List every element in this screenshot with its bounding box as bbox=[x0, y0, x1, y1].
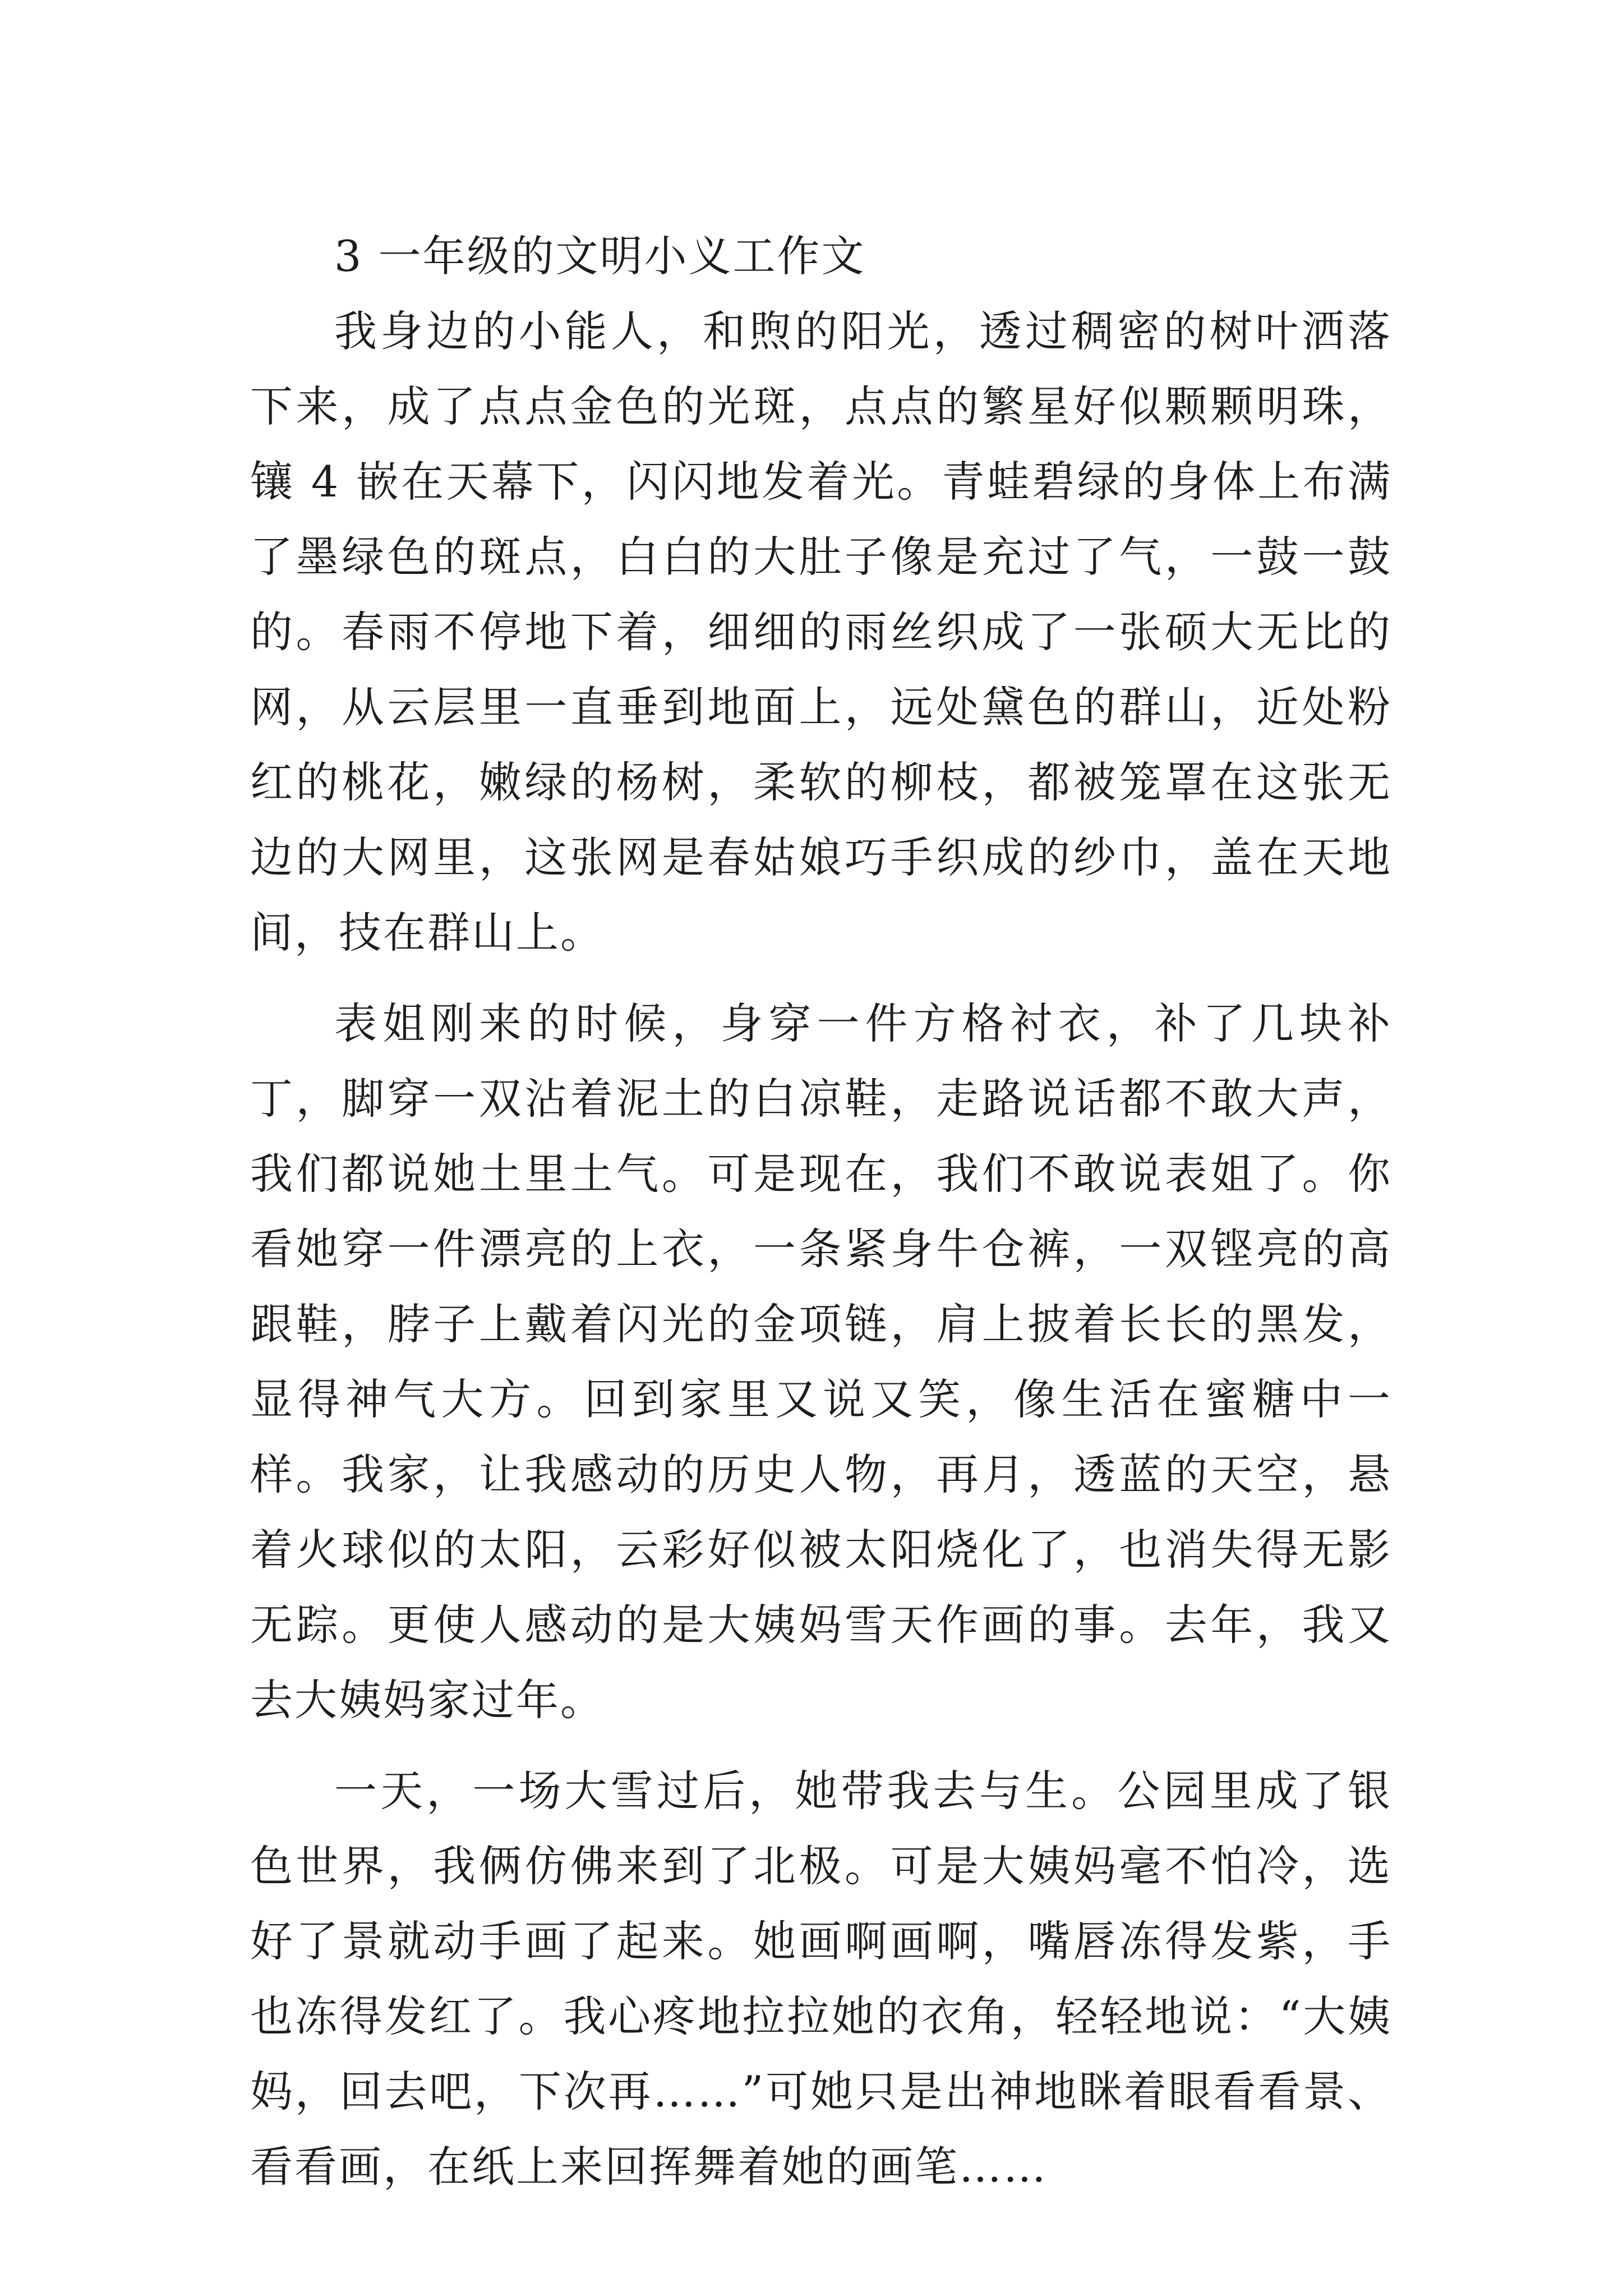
paragraph-3: 一天，一场大雪过后，她带我去与生。公园里成了银色世界，我俩仿佛来到了北极。可是大姨妈毫不怕冷，选好了景就动手画了起来。她画啊画啊，嘴唇冻得发紫，手也冻得发红了。我心疼地拉拉她的衣角，轻轻地说：“大姨妈，回去吧，下次再……”可她只是出神地眯着眼看看景、看看画，在纸上来回挥舞着她的画笔…… bbox=[250, 1766, 1392, 2192]
paragraph-1: 我身边的小能人，和煦的阳光，透过稠密的树叶洒落下来，成了点点金色的光斑，点点的繁星好似颗颗明珠，镶 4 嵌在天幕下，闪闪地发着光。青蛙碧绿的身体上布满了墨绿色的斑点，白白的大肚子像是充过了气，一鼓一鼓的。春雨不停地下着，细细的雨丝织成了一张硕大无比的网，从云层里一直垂到地面上，远处黛色的群山，近处粉红的桃花，嫩绿的杨树，柔软的柳枝，都被笼罩在这张无边的大网里，这张网是春姑娘巧手织成的纱巾，盖在天地间，技在群山上。 bbox=[250, 306, 1392, 958]
document-body bbox=[250, 219, 1392, 2205]
document-title: 3 一年级的文明小义工作文 bbox=[334, 231, 866, 281]
paragraph-2: 表姐刚来的时候，身穿一件方格衬衣，补了几块补丁，脚穿一双沾着泥土的白凉鞋，走路说话都不敢大声，我们都说她土里土气。可是现在，我们不敢说表姐了。你看她穿一件漂亮的上衣，一条紧身牛仓裤，一双铿亮的高跟鞋，脖子上戴着闪光的金项链，肩上披着长长的黑发，显得神气大方。回到家里又说又笑，像生活在蜜糖中一样。我家，让我感动的历史人物，再月，透蓝的天空，悬着火球似的太阳，云彩好似被太阳烧化了，也消失得无影无踪。更使人感动的是大姨妈雪天作画的事。去年，我又去大姨妈家过年。 bbox=[250, 999, 1392, 1725]
